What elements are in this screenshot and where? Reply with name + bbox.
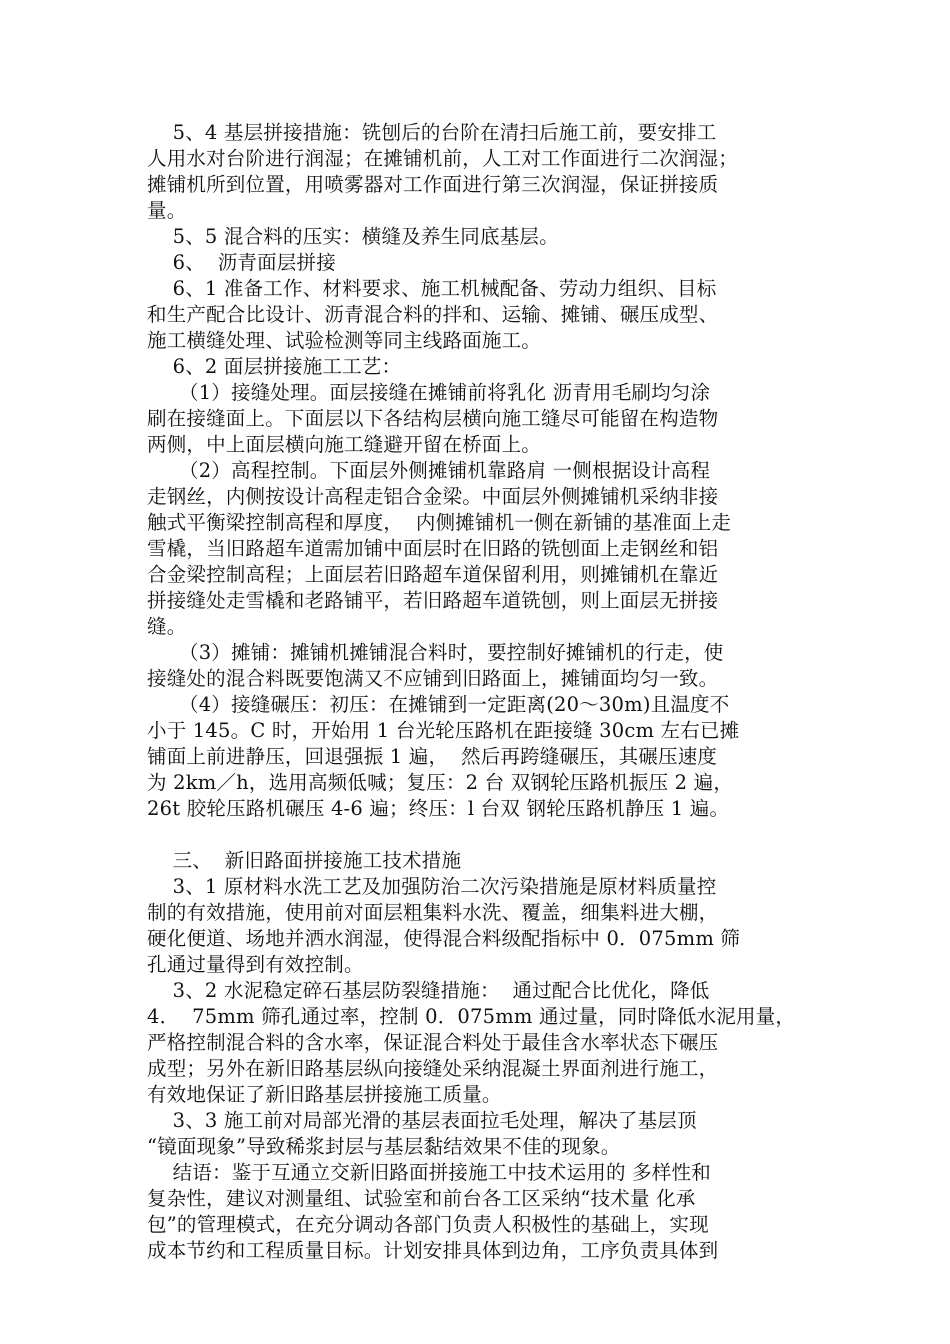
text-line: 和生产配合比设计、沥青混合料的拌和、运输、摊铺、碾压成型、 [147, 303, 719, 326]
text-line: 3、3 施工前对局部光滑的基层表面拉毛处理，解决了基层顶 [147, 1109, 697, 1132]
text-line: （1）接缝处理。面层接缝在摊铺前将乳化 沥青用毛刷均匀涂 [147, 381, 711, 404]
text-line: 26t 胶轮压路机碾压 4-6 遍；终压：l 台双 钢轮压路机静压 1 遍。 [147, 797, 730, 820]
text-line: 刷在接缝面上。下面层以下各结构层横向施工缝尽可能留在构造物 [147, 407, 719, 430]
text-line: 拼接缝处走雪橇和老路铺平，若旧路超车道铣刨，则上面层无拼接 [147, 589, 719, 612]
section-heading: 6、 沥青面层拼接 [147, 251, 336, 274]
text-line: “镜面现象”导致稀浆封层与基层黏结效果不佳的现象。 [147, 1135, 621, 1158]
text-line: 铺面上前进静压，回退强振 1 遍， 然后再跨缝碾压，其碾压速度 [147, 745, 718, 768]
text-line: 为 2km／h，选用高频低喊；复压：2 台 双钢轮压路机振压 2 遍， [147, 771, 734, 794]
text-line: 包”的管理模式，在充分调动各部门负责人积极性的基础上，实现 [147, 1213, 709, 1236]
text-line: 施工横缝处理、试验检测等同主线路面施工。 [147, 329, 542, 352]
text-line: 有效地保证了新旧路基层拼接施工质量。 [147, 1083, 502, 1106]
text-line: 制的有效措施，使用前对面层粗集料水洗、覆盖，细集料进大棚， [147, 901, 719, 924]
text-line: 3、1 原材料水洗工艺及加强防治二次污染措施是原材料质量控 [147, 875, 717, 898]
text-line: 成本节约和工程质量目标。计划安排具体到边角，工序负责具体到 [147, 1239, 719, 1262]
text-line: 4． 75mm 筛孔通过率，控制 0．075mm 通过量，同时降低水泥用量， [147, 1005, 796, 1028]
text-line: （3）摊铺：摊铺机摊铺混合料时，要控制好摊铺机的行走，使 [147, 641, 724, 664]
text-line: 成型；另外在新旧路基层纵向接缝处采纳混凝土界面剂进行施工， [147, 1057, 719, 1080]
text-line: 两侧，中上面层横向施工缝避开留在桥面上。 [147, 433, 542, 456]
text-line: 硬化便道、场地并洒水润湿，使得混合料级配指标中 0．075mm 筛 [147, 927, 741, 950]
text-line: 人用水对台阶进行润湿；在摊铺机前，人工对工作面进行二次润湿； [147, 147, 739, 170]
text-line: 触式平衡梁控制高程和厚度， 内侧摊铺机一侧在新铺的基准面上走 [147, 511, 732, 534]
text-line: 5、5 混合料的压实：横缝及养生同底基层。 [147, 225, 559, 248]
text-line: 结语：鉴于互通立交新旧路面拼接施工中技术运用的 多样性和 [147, 1161, 711, 1184]
text-line: 6、2 面层拼接施工工艺： [147, 355, 402, 378]
text-line: 走钢丝，内侧按设计高程走铝合金梁。中面层外侧摊铺机采纳非接 [147, 485, 719, 508]
text-line: 复杂性，建议对测量组、试验室和前台各工区采纳“技术量 化承 [147, 1187, 696, 1210]
text-line: 5、4 基层拼接措施：铣刨后的台阶在清扫后施工前，要安排工 [147, 121, 717, 144]
text-line: 摊铺机所到位置，用喷雾器对工作面进行第三次润湿，保证拼接质 [147, 173, 719, 196]
section-heading: 三、 新旧路面拼接施工技术措施 [147, 849, 462, 872]
text-line: 合金梁控制高程；上面层若旧路超车道保留利用，则摊铺机在靠近 [147, 563, 719, 586]
text-line: 量。 [147, 199, 187, 222]
text-line: 小于 145。C 时，开始用 1 台光轮压路机在距接缝 30cm 左右已摊 [147, 719, 740, 742]
text-line: 孔通过量得到有效控制。 [147, 953, 364, 976]
text-line: 接缝处的混合料既要饱满又不应铺到旧路面上，摊铺面均匀一致。 [147, 667, 719, 690]
text-line: （4）接缝碾压：初压：在摊铺到一定距离(20～30m)且温度不 [147, 693, 730, 716]
text-line: 雪橇，当旧路超车道需加铺中面层时在旧路的铣刨面上走钢丝和铝 [147, 537, 719, 560]
text-line: 6、1 准备工作、材料要求、施工机械配备、劳动力组织、目标 [147, 277, 717, 300]
text-line: （2）高程控制。下面层外侧摊铺机靠路肩 一侧根据设计高程 [147, 459, 711, 482]
text-line: 3、2 水泥稳定碎石基层防裂缝措施： 通过配合比优化，降低 [147, 979, 710, 1002]
text-line: 缝。 [147, 615, 187, 638]
text-line: 严格控制混合料的含水率，保证混合料处于最佳含水率状态下碾压 [147, 1031, 719, 1054]
